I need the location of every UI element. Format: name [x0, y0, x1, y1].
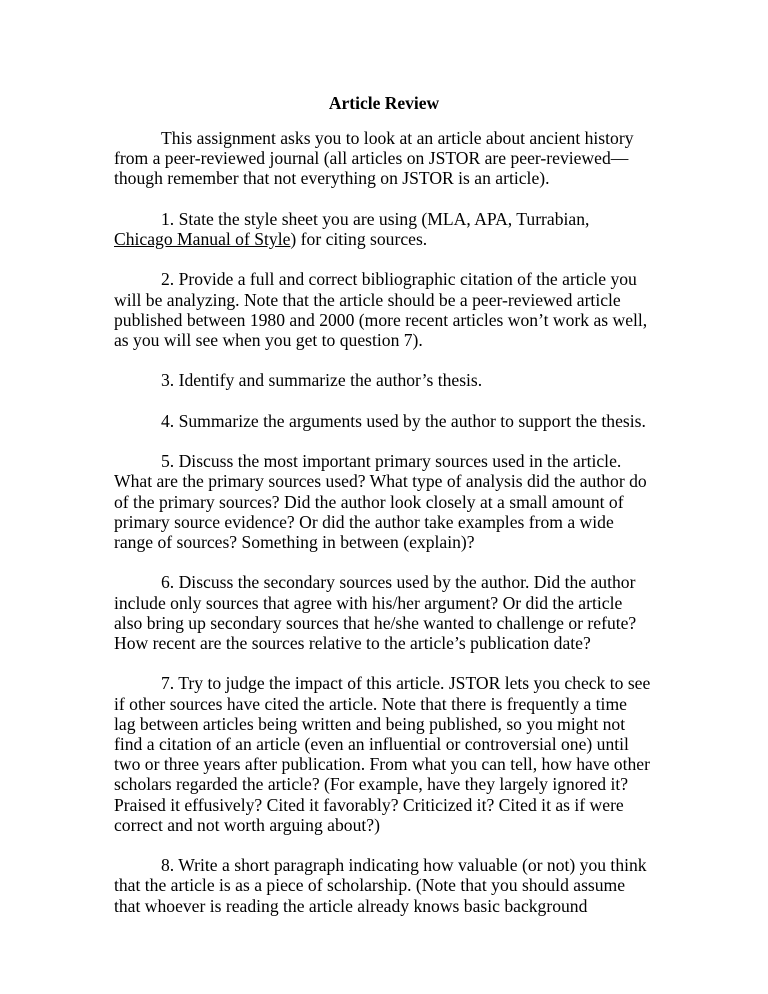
- text-line: [114, 229, 674, 249]
- paragraph-question-5: [114, 451, 674, 552]
- text-line: two or three years after publication. From what you can tell, how have other: [114, 754, 650, 775]
- text-line: from a peer-reviewed journal (all articles on JSTOR are peer-reviewed—: [114, 148, 629, 169]
- text-fragment: ) for citing sources.: [290, 229, 428, 249]
- paragraph-question-7: [114, 673, 674, 835]
- text-line: range of sources? Something in between (explain)?: [114, 531, 475, 552]
- paragraph-question-6: [114, 572, 674, 653]
- text-line: 2. Provide a full and correct bibliographic citation of the article you: [161, 269, 637, 290]
- text-line: also bring up secondary sources that he/she wanted to challenge or refute?: [114, 612, 637, 633]
- text-line: This assignment asks you to look at an article about ancient history: [161, 128, 634, 148]
- text-line: 6. Discuss the secondary sources used by the author. Did the author: [161, 572, 636, 593]
- document-title: Article Review: [328, 93, 440, 113]
- text-line: 7. Try to judge the impact of this article. JSTOR lets you check to see: [161, 673, 651, 694]
- text-line: that the article is as a piece of scholarship. (Note that you should assume: [114, 875, 626, 896]
- text-line: find a citation of an article (even an influential or controversial one) until: [114, 733, 629, 754]
- text-line: lag between articles being written and being published, so you might not: [114, 713, 626, 734]
- paragraph-question-4: [114, 411, 674, 431]
- text-line: will be analyzing. Note that the article should be a peer-reviewed article: [114, 289, 621, 310]
- text-line: if other sources have cited the article. Note that there is frequently a time: [114, 693, 627, 714]
- text-line: though remember that not everything on JSTOR is an article).: [114, 168, 550, 189]
- text-line: 3. Identify and summarize the author’s thesis.: [161, 370, 483, 391]
- text-line: Praised it effusively? Cited it favorably? Criticized it? Cited it as if were: [114, 794, 624, 815]
- text-line: correct and not worth arguing about?): [114, 814, 380, 835]
- paragraph-question-1: [114, 209, 674, 249]
- text-line: 1. State the style sheet you are using (MLA, APA, Turrabian,: [161, 208, 590, 229]
- text-line: as you will see when you get to question 7).: [114, 330, 423, 350]
- paragraph-question-8: [114, 855, 674, 916]
- document-body: [114, 128, 674, 936]
- text-line: 4. Summarize the arguments used by the author to support the thesis.: [161, 410, 646, 431]
- text-line: How recent are the sources relative to the article’s publication date?: [114, 632, 591, 653]
- text-line: primary source evidence? Or did the author take examples from a wide: [114, 511, 614, 532]
- paragraph-question-3: [114, 370, 674, 390]
- paragraph-intro: [114, 128, 674, 189]
- text-line: 5. Discuss the most important primary sources used in the article.: [161, 451, 622, 472]
- text-line: of the primary sources? Did the author look closely at a small amount of: [114, 491, 624, 512]
- text-line: published between 1980 and 2000 (more recent articles won’t work as well,: [114, 309, 648, 330]
- paragraph-question-2: [114, 269, 674, 350]
- text-line: that whoever is reading the article already knows basic background: [114, 895, 588, 916]
- text-line: include only sources that agree with his/her argument? Or did the article: [114, 592, 623, 613]
- text-line: What are the primary sources used? What type of analysis did the author do: [114, 471, 647, 492]
- text-line: 8. Write a short paragraph indicating how valuable (or not) you think: [161, 855, 647, 876]
- text-line: scholars regarded the article? (For example, have they largely ignored it?: [114, 774, 629, 795]
- underlined-style-guide: Chicago Manual of Style: [114, 229, 291, 249]
